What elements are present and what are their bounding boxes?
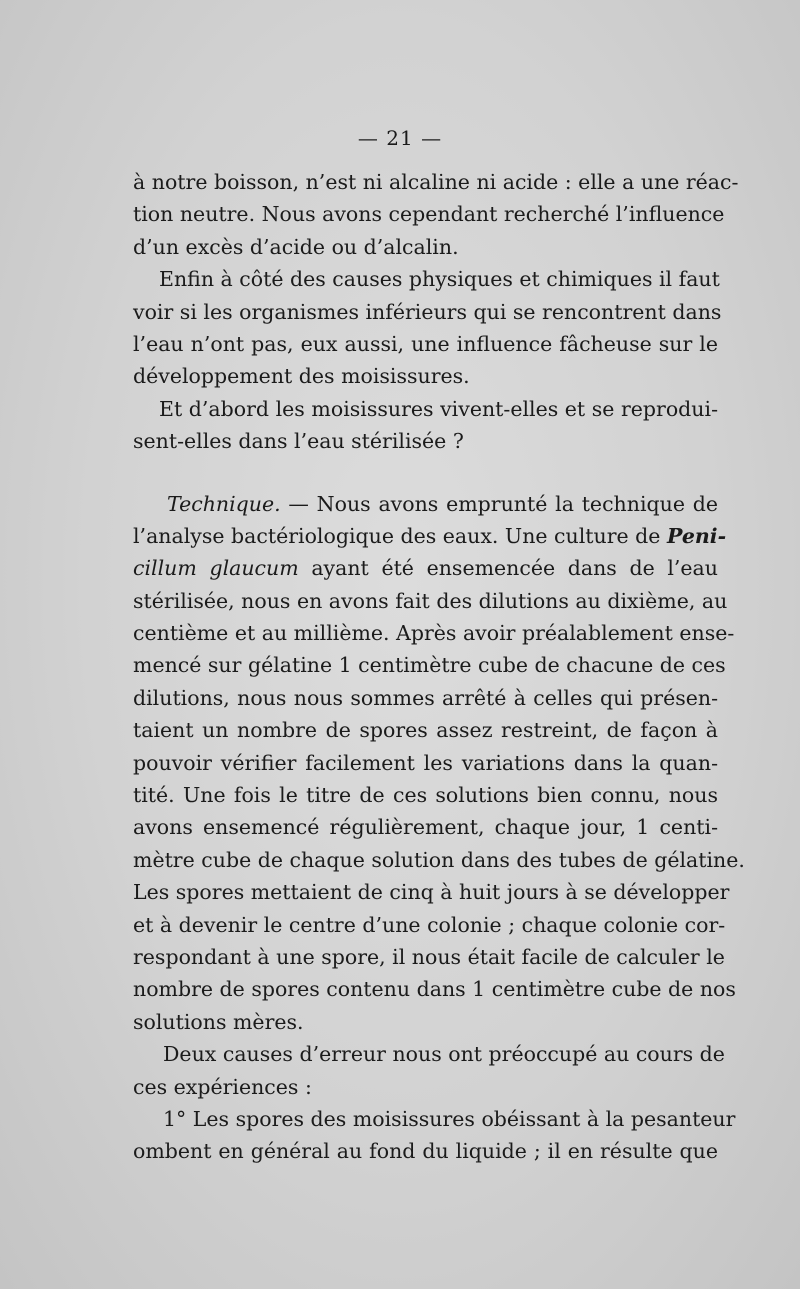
text-line: pouvoir vérifier facilement les variations dans la quan-	[133, 750, 718, 775]
technique-label: Technique.	[167, 491, 281, 516]
text-line: Enfin à côté des causes physiques et chimiques il faut	[159, 267, 720, 292]
text-line: cillum glaucum ayant été ensemencée dans de l’eau	[133, 556, 718, 581]
text-line: voir si les organismes inférieurs qui se rencontrent dans	[133, 299, 722, 324]
latin-genus: Peni-	[666, 523, 727, 548]
text-line: centième et au millième. Après avoir préalablement ense-	[133, 621, 735, 646]
text-line: mencé sur gélatine 1 centimètre cube de chacune de ces	[133, 653, 726, 678]
text-line: l’eau n’ont pas, eux aussi, une influence fâcheuse sur le	[133, 331, 718, 356]
text-line: tité. Une fois le titre de ces solutions bien connu, nous	[133, 783, 718, 808]
text-line: tion neutre. Nous avons cependant recherché l’influence	[133, 202, 725, 227]
paragraph-gap	[133, 458, 718, 488]
text-line: Les spores mettaient de cinq à huit jours à se développer	[133, 880, 730, 905]
technique-heading-line	[133, 488, 718, 520]
text-line: ombent en général au fond du liquide ; il en résulte que	[133, 1139, 718, 1164]
text-line: avons ensemencé régulièrement, chaque jour, 1 centi-	[133, 815, 718, 840]
text-line: 1° Les spores des moisissures obéissant à la pesanteur	[163, 1106, 736, 1131]
text-line: ces expériences :	[133, 1074, 312, 1099]
text-line: stérilisée, nous en avons fait des dilutions au dixième, au	[133, 588, 728, 613]
body-text	[133, 166, 745, 1168]
text-line: solutions mères.	[133, 1009, 304, 1034]
text-line: respondant à une spore, il nous était facile de calculer le	[133, 944, 725, 969]
text-line: mètre cube de chaque solution dans des tubes de gélatine.	[133, 847, 745, 872]
text-line: développement des moisissures.	[133, 364, 470, 389]
text-line: d’un excès d’acide ou d’alcalin.	[133, 234, 459, 259]
text-line: à notre boisson, n’est ni alcaline ni acide : elle a une réac-	[133, 170, 739, 194]
text-line: Deux causes d’erreur nous ont préoccupé au cours de	[163, 1042, 725, 1067]
latin-name: cillum glaucum	[133, 556, 299, 581]
text-line: l’analyse bactériologique des eaux. Une culture de Peni-	[133, 523, 727, 548]
text-line: sent-elles dans l’eau stérilisée ?	[133, 429, 464, 454]
text-line: nombre de spores contenu dans 1 centimètre cube de nos	[133, 977, 736, 1002]
text-line: et à devenir le centre d’une colonie ; chaque colonie cor-	[133, 912, 726, 937]
text-line: taient un nombre de spores assez restreint, de façon à	[133, 718, 718, 743]
text-line: Et d’abord les moisissures vivent-elles et se reprodui-	[159, 396, 718, 421]
technique-text: — Nous avons emprunté la technique de	[280, 491, 718, 516]
page-number: — 21 —	[357, 126, 443, 150]
text-line: dilutions, nous nous sommes arrêté à celles qui présen-	[133, 685, 718, 710]
